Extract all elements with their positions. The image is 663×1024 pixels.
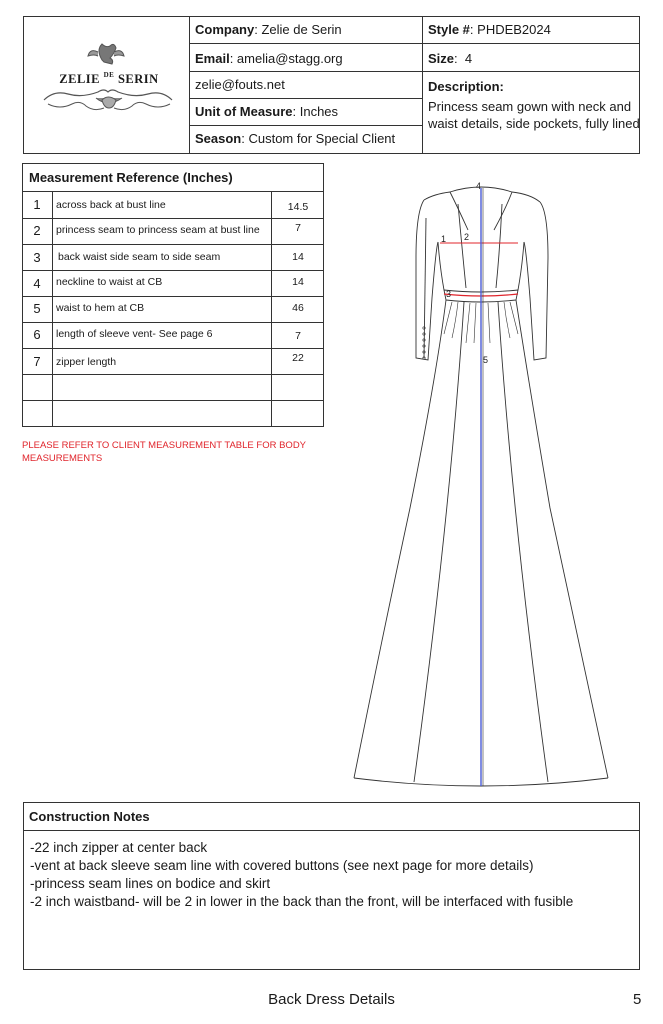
- row-value: 46: [292, 302, 304, 314]
- description-text: Princess seam gown with neck and waist details, side pockets, fully lined: [428, 99, 640, 132]
- header-divider: [189, 125, 422, 126]
- table-divider: [22, 191, 324, 192]
- page-number: 5: [633, 991, 642, 1008]
- shoulder-line: [424, 192, 450, 200]
- brand-logo: [38, 38, 180, 118]
- note-item: -princess seam lines on bodice and skirt: [30, 876, 271, 891]
- notes-divider: [23, 830, 640, 831]
- left-sleeve: [416, 200, 438, 360]
- dress-back-sketch: [340, 178, 640, 790]
- style-cell: [422, 22, 551, 38]
- size-value: : 4: [454, 51, 473, 66]
- sketch-label-4: 4: [476, 181, 482, 191]
- row-number: 2: [33, 223, 41, 238]
- note-item: -22 inch zipper at center back: [30, 840, 208, 855]
- email-label: Email: [195, 51, 230, 66]
- logo-word: ZELIE: [59, 72, 100, 86]
- construction-title: Construction Notes: [29, 809, 150, 824]
- style-label: Style #: [428, 22, 470, 37]
- uom-label: Unit of Measure: [195, 104, 293, 119]
- note-item: -2 inch waistband- will be 2 in lower in the back than the front, will be interfaced with fusible: [30, 894, 574, 909]
- measurement-title: Measurement Reference (Inches): [29, 170, 233, 185]
- row-description: across back at bust line: [56, 199, 166, 211]
- skirt-seam: [414, 302, 464, 782]
- table-divider: [22, 322, 324, 323]
- princess-seam-right: [496, 204, 502, 288]
- row-description: neckline to waist at CB: [56, 276, 163, 288]
- row-number: 6: [33, 327, 41, 342]
- table-divider: [22, 374, 324, 375]
- construction-notes-list: [30, 839, 573, 911]
- description-label: Description: [428, 79, 500, 94]
- uom-value: : Inches: [292, 104, 339, 119]
- header-divider: [189, 43, 640, 44]
- email-value: : amelia@stagg.org: [229, 51, 343, 66]
- row-number: 4: [33, 276, 41, 291]
- footer-title: Back Dress Details: [268, 991, 395, 1008]
- row-value: 14: [292, 276, 304, 288]
- table-divider: [22, 270, 324, 271]
- shoulder-line: [512, 192, 540, 202]
- row-value: 14.5: [287, 201, 309, 213]
- row-description: back waist side seam to side seam: [58, 251, 221, 263]
- table-divider: [22, 348, 324, 349]
- row-value: 7: [295, 330, 301, 342]
- table-divider: [22, 218, 324, 219]
- measurement-warning: PLEASE REFER TO CLIENT MEASUREMENT TABLE FOR BODY MEASUREMENTS: [22, 440, 306, 464]
- table-divider: [52, 191, 53, 427]
- email-cell: [189, 51, 343, 67]
- logo-word: SERIN: [117, 72, 159, 86]
- bodice-side-right: [518, 242, 524, 290]
- table-divider: [22, 296, 324, 297]
- row-description: waist to hem at CB: [56, 302, 145, 314]
- sketch-label-5: 5: [483, 355, 489, 365]
- header-divider: [189, 98, 422, 99]
- size-label: Size: [428, 51, 455, 66]
- skirt-seam: [498, 302, 548, 782]
- skirt-left: [354, 300, 446, 778]
- skirt-right: [516, 300, 608, 778]
- row-number: 7: [33, 354, 41, 369]
- bodice-side-left: [438, 242, 444, 290]
- description-cell: [422, 79, 640, 132]
- header-divider: [189, 71, 640, 72]
- season-value: : Custom for Special Client: [241, 131, 396, 146]
- company-cell: [189, 22, 342, 38]
- sketch-label-3: 3: [446, 289, 452, 299]
- logo-word: DE: [103, 71, 115, 79]
- row-value: 22: [292, 352, 304, 364]
- size-cell: [422, 51, 472, 67]
- note-item: -vent at back sleeve seam line with covered buttons (see next page for more details): [30, 858, 534, 873]
- table-divider: [22, 400, 324, 401]
- row-description: zipper length: [56, 356, 117, 368]
- sketch-label-1: 1: [441, 234, 447, 244]
- season-cell: [189, 131, 395, 147]
- uom-cell: [189, 104, 338, 120]
- company-value: : Zelie de Serin: [254, 22, 342, 37]
- logo-wordmark: [38, 72, 180, 87]
- left-sleeve-seam: [424, 218, 426, 358]
- row-value: 7: [295, 222, 301, 234]
- style-value: : PHDEB2024: [469, 22, 551, 37]
- table-divider: [22, 244, 324, 245]
- row-number: 5: [33, 301, 41, 316]
- row-description: princess seam to princess seam at bust line: [56, 224, 260, 236]
- row-description: length of sleeve vent- See page 6: [56, 328, 213, 340]
- row-number: 3: [33, 250, 41, 265]
- collar-line: [494, 192, 512, 230]
- row-number: 1: [33, 197, 41, 212]
- row-value: 14: [292, 251, 304, 263]
- season-label: Season: [195, 131, 242, 146]
- right-sleeve: [524, 202, 548, 360]
- description-colon: :: [499, 79, 504, 94]
- email2-cell: zelie@fouts.net: [195, 77, 285, 92]
- company-label: Company: [195, 22, 255, 37]
- sketch-label-2: 2: [464, 232, 470, 242]
